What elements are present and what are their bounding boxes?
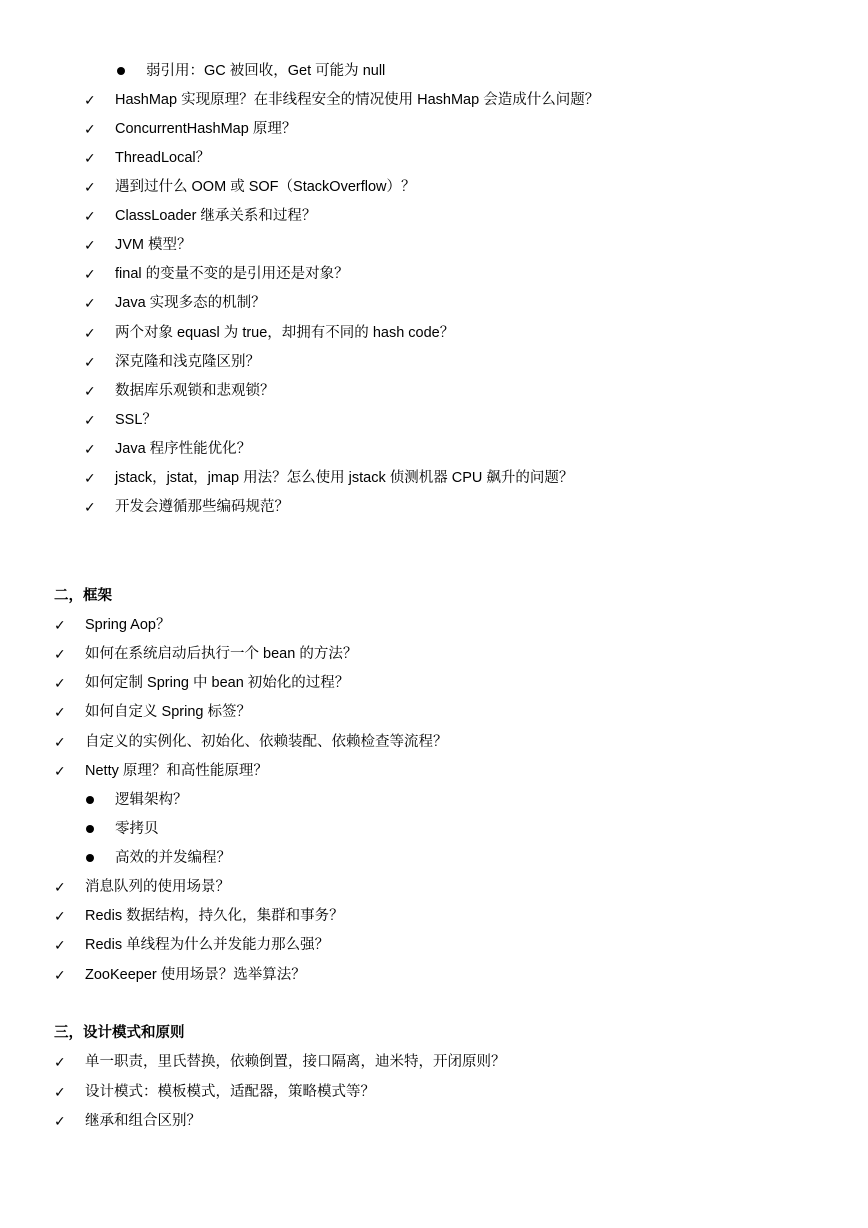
checkmark-icon: ✓ xyxy=(84,499,96,515)
list-item-text: Spring Aop？ xyxy=(85,617,171,633)
checkmark-icon: ✓ xyxy=(54,879,66,895)
bullet-dot-icon xyxy=(117,67,125,75)
list-item-text: SSL？ xyxy=(115,412,157,428)
list-item-text: 两个对象 equasl 为 true，却拥有不同的 hash code？ xyxy=(115,325,455,341)
bullet-dot-icon xyxy=(86,825,94,833)
checkmark-icon: ✓ xyxy=(54,763,66,779)
list-item xyxy=(0,905,868,927)
list-item-text: 消息队列的使用场景？ xyxy=(85,879,230,895)
checkmark-icon: ✓ xyxy=(54,675,66,691)
checkmark-icon: ✓ xyxy=(84,325,96,341)
checkmark-icon: ✓ xyxy=(54,646,66,662)
list-item xyxy=(0,496,868,518)
list-item xyxy=(0,1110,868,1132)
bullet-dot-icon xyxy=(86,796,94,804)
section-heading: 二，框架 xyxy=(54,588,112,604)
list-item-text: HashMap 实现原理？在非线程安全的情况使用 HashMap 会造成什么问题？ xyxy=(115,92,600,108)
checkmark-icon: ✓ xyxy=(54,908,66,924)
list-item xyxy=(0,263,868,285)
checkmark-icon: ✓ xyxy=(84,295,96,311)
list-item xyxy=(0,89,868,111)
list-item-text: 设计模式：模板模式，适配器，策略模式等？ xyxy=(85,1084,375,1100)
list-item xyxy=(0,322,868,344)
checkmark-icon: ✓ xyxy=(84,470,96,486)
list-item-text: 单一职责，里氏替换，依赖倒置，接口隔离，迪米特，开闭原则？ xyxy=(85,1054,506,1070)
list-item-text: ThreadLocal？ xyxy=(115,150,211,166)
list-item-text: Redis 单线程为什么并发能力那么强？ xyxy=(85,937,330,953)
list-item xyxy=(0,176,868,198)
checkmark-icon: ✓ xyxy=(84,383,96,399)
section-heading: 三，设计模式和原则 xyxy=(54,1025,185,1041)
list-item xyxy=(0,60,868,82)
list-item-text: 如何自定义 Spring 标签？ xyxy=(85,704,251,720)
checkmark-icon: ✓ xyxy=(84,121,96,137)
list-item xyxy=(0,205,868,227)
list-item xyxy=(0,1081,868,1103)
checkmark-icon: ✓ xyxy=(84,412,96,428)
checkmark-icon: ✓ xyxy=(54,1054,66,1070)
checkmark-icon: ✓ xyxy=(84,179,96,195)
list-item-text: 零拷贝 xyxy=(115,821,159,837)
list-item xyxy=(0,701,868,723)
list-item-text: jstack，jstat，jmap 用法？怎么使用 jstack 侦测机器 CPU 飙升的问题？ xyxy=(115,470,574,486)
list-item xyxy=(0,467,868,489)
list-item xyxy=(0,876,868,898)
list-item xyxy=(0,818,868,840)
list-item xyxy=(0,438,868,460)
checkmark-icon: ✓ xyxy=(84,237,96,253)
list-item-text: Java 实现多态的机制？ xyxy=(115,295,266,311)
list-item xyxy=(0,847,868,869)
list-item-text: 遇到过什么 OOM 或 SOF（StackOverflow）？ xyxy=(115,179,416,195)
checkmark-icon: ✓ xyxy=(54,1084,66,1100)
checkmark-icon: ✓ xyxy=(84,92,96,108)
checkmark-icon: ✓ xyxy=(84,441,96,457)
list-item xyxy=(0,351,868,373)
list-item-text: 自定义的实例化、初始化、依赖装配、依赖检查等流程？ xyxy=(85,734,448,750)
list-item-text: Java 程序性能优化？ xyxy=(115,441,252,457)
list-item xyxy=(0,672,868,694)
list-item-text: JVM 模型？ xyxy=(115,237,192,253)
list-item-text: 逻辑架构？ xyxy=(115,792,188,808)
list-item-text: Netty 原理？和高性能原理？ xyxy=(85,763,268,779)
list-item xyxy=(0,731,868,753)
list-item-text: ZooKeeper 使用场景？选举算法？ xyxy=(85,967,306,983)
list-item-text: 高效的并发编程？ xyxy=(115,850,231,866)
list-item xyxy=(0,292,868,314)
list-item xyxy=(0,789,868,811)
bullet-dot-icon xyxy=(86,854,94,862)
list-item xyxy=(0,614,868,636)
list-item xyxy=(0,760,868,782)
list-item-text: final 的变量不变的是引用还是对象？ xyxy=(115,266,349,282)
list-item xyxy=(0,234,868,256)
list-item-text: ClassLoader 继承关系和过程？ xyxy=(115,208,317,224)
list-item xyxy=(0,934,868,956)
checkmark-icon: ✓ xyxy=(54,967,66,983)
checkmark-icon: ✓ xyxy=(54,617,66,633)
list-item xyxy=(0,147,868,169)
checkmark-icon: ✓ xyxy=(54,704,66,720)
list-item xyxy=(0,380,868,402)
checkmark-icon: ✓ xyxy=(54,937,66,953)
list-item-text: 如何定制 Spring 中 bean 初始化的过程？ xyxy=(85,675,350,691)
list-item-text: 如何在系统启动后执行一个 bean 的方法？ xyxy=(85,646,358,662)
list-item xyxy=(0,409,868,431)
list-item-text: ConcurrentHashMap 原理？ xyxy=(115,121,297,137)
list-item-text: 深克隆和浅克隆区别？ xyxy=(115,354,260,370)
list-item-text: 开发会遵循那些编码规范？ xyxy=(115,499,289,515)
checkmark-icon: ✓ xyxy=(54,1113,66,1129)
checkmark-icon: ✓ xyxy=(84,208,96,224)
list-item-text: 弱引用：GC 被回收，Get 可能为 null xyxy=(146,63,386,79)
list-item xyxy=(0,1051,868,1073)
list-item xyxy=(0,643,868,665)
list-item-text: 数据库乐观锁和悲观锁？ xyxy=(115,383,275,399)
checkmark-icon: ✓ xyxy=(84,266,96,282)
list-item xyxy=(0,118,868,140)
list-item xyxy=(0,964,868,986)
list-item-text: 继承和组合区别？ xyxy=(85,1113,201,1129)
checkmark-icon: ✓ xyxy=(54,734,66,750)
checkmark-icon: ✓ xyxy=(84,150,96,166)
checkmark-icon: ✓ xyxy=(84,354,96,370)
list-item-text: Redis 数据结构，持久化，集群和事务？ xyxy=(85,908,344,924)
